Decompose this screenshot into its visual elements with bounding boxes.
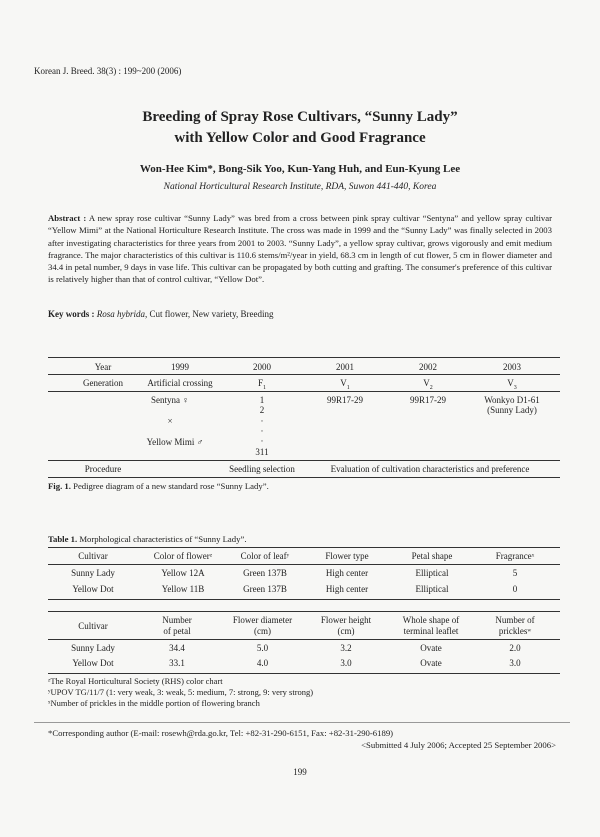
table1-header-cell: Flower diameter (cm) xyxy=(232,615,293,636)
table-cell: Elliptical xyxy=(415,568,449,578)
fig1-seedling-2: 2 xyxy=(259,405,265,415)
table1-footnote: ˣNumber of prickles in the middle portion of flowering branch xyxy=(48,698,260,708)
table-cell: 4.0 xyxy=(256,658,269,668)
table1-rule xyxy=(48,639,560,640)
table1-header-cell: Number of pricklesʷ xyxy=(495,615,535,636)
table-cell: Green 137B xyxy=(243,584,287,594)
table1-footnote: ᶻThe Royal Horticultural Society (RHS) color chart xyxy=(48,676,223,686)
table1-header-cell: Flower type xyxy=(325,551,369,561)
fig1-caption-label: Fig. 1. xyxy=(48,481,71,491)
authors: Won-Hee Kim*, Bong-Sik Yoo, Kun-Yang Huh, and Eun-Kyung Lee xyxy=(139,163,461,175)
paper-title xyxy=(0,107,600,149)
affiliation: National Horticultural Research Institute, RDA, Suwon 441-440, Korea xyxy=(163,182,437,192)
table-cell: Yellow 11B xyxy=(161,584,205,594)
table-cell: Yellow Dot xyxy=(72,584,114,594)
fig1-proc-eval: Evaluation of cultivation characteristics and preference xyxy=(330,464,530,474)
fig1-seedling-dot: · xyxy=(260,436,264,446)
table-cell: Sunny Lady xyxy=(71,568,115,578)
corresponding-author: *Corresponding author (E-mail: rosewh@rda.go.kr, Tel: +82-31-290-6151, Fax: +82-31-290-6189) xyxy=(48,728,394,738)
fig1-seedling-311: 311 xyxy=(255,447,269,457)
table-cell: Yellow 12A xyxy=(161,568,205,578)
table-cell: 5.0 xyxy=(256,643,269,653)
fig1-gen-v3 xyxy=(472,378,552,391)
table-cell: Yellow Dot xyxy=(72,658,114,668)
fig1-top-rule xyxy=(48,357,560,358)
fig1-year-2000: 2000 xyxy=(253,362,271,372)
page-number: 199 xyxy=(293,767,307,777)
table-cell: Sunny Lady xyxy=(71,643,115,653)
table-cell: Green 137B xyxy=(243,568,287,578)
fig1-gen-v1-sub: 1 xyxy=(346,384,350,391)
table1-caption xyxy=(48,534,247,544)
fig1-year-1999: 1999 xyxy=(171,362,189,372)
keywords-label: Key words : xyxy=(48,309,95,319)
fig1-parent-female: Sentyna ♀ xyxy=(151,395,189,405)
fig1-cross-sign: × xyxy=(167,416,173,426)
keywords-rest: , Cut flower, New variety, Breeding xyxy=(145,309,274,319)
table1-caption-text: Morphological characteristics of “Sunny Lady”. xyxy=(77,534,247,544)
table-cell: Ovate xyxy=(420,658,442,668)
fig1-gen-v2-sub: 2 xyxy=(429,384,433,391)
table-cell: 33.1 xyxy=(169,658,185,668)
fig1-gen-f1-letter: F xyxy=(257,378,263,388)
fig1-year-2003: 2003 xyxy=(503,362,521,372)
table-cell: High center xyxy=(325,584,369,594)
fig1-line-2003: Wonkyo D1-61 xyxy=(484,395,540,405)
table-cell: Ovate xyxy=(420,643,442,653)
table1-rule xyxy=(48,611,560,612)
table-cell: 5 xyxy=(512,568,518,578)
fig1-gen-v3-sub: 3 xyxy=(513,384,517,391)
abstract-label: Abstract : xyxy=(48,213,87,223)
fig1-caption xyxy=(48,481,269,491)
fig1-year-2001: 2001 xyxy=(336,362,354,372)
table1-caption-label: Table 1. xyxy=(48,534,78,544)
fig1-procedure-label: Procedure xyxy=(84,464,122,474)
table-cell: High center xyxy=(325,568,369,578)
table1-header-cell: Whole shape of terminal leaflet xyxy=(402,615,460,636)
table-cell: 3.0 xyxy=(340,658,352,668)
fig1-caption-text: Pedigree diagram of a new standard rose “Sunny Lady”. xyxy=(70,481,269,491)
submission-dates: <Submitted 4 July 2006; Accepted 25 September 2006> xyxy=(361,740,556,750)
table1-header-cell: Number of petal xyxy=(162,615,192,636)
table1-header-cell: Color of leafʸ xyxy=(240,551,290,561)
table1-header-cell: Flower height (cm) xyxy=(320,615,372,636)
table1-header-cell: Cultivar xyxy=(78,621,108,631)
table1-top-rule xyxy=(48,547,560,548)
table1-rule xyxy=(48,599,560,600)
fig1-generation-label: Generation xyxy=(83,378,123,388)
table1-header-cell: Color of flowerᶻ xyxy=(153,551,213,561)
fig1-gen-f1-sub: 1 xyxy=(263,384,266,391)
table-cell: Elliptical xyxy=(415,584,449,594)
fig1-gen-v1 xyxy=(305,378,385,391)
fig1-gen-cross: Artificial crossing xyxy=(147,378,213,388)
fig1-line-2002: 99R17-29 xyxy=(410,395,446,405)
fig1-gen-f1 xyxy=(222,378,302,391)
fig1-gen-v1-letter: V xyxy=(340,378,347,388)
fig1-rule xyxy=(48,374,560,375)
fig1-gen-v2-letter: V xyxy=(423,378,430,388)
table-cell: 0 xyxy=(512,584,518,594)
table1-header-cell: Petal shape xyxy=(411,551,453,561)
fig1-line-2003-name: (Sunny Lady) xyxy=(487,405,537,415)
title-line-2: with Yellow Color and Good Fragrance xyxy=(174,130,426,146)
table-cell: 3.0 xyxy=(509,658,521,668)
keywords xyxy=(48,309,274,319)
table1-header-cell: Fragranceˣ xyxy=(495,551,535,561)
footer-divider xyxy=(34,722,570,723)
fig1-gen-v2 xyxy=(388,378,468,391)
fig1-bottom-rule xyxy=(48,477,560,478)
fig1-seedling-dot: · xyxy=(260,426,264,436)
keywords-scientific-name: Rosa hybrida xyxy=(96,309,145,319)
fig1-proc-seedling: Seedling selection xyxy=(229,464,295,474)
fig1-year-2002: 2002 xyxy=(419,362,437,372)
table1-header-cell: Cultivar xyxy=(78,551,108,561)
table1-bottom-rule xyxy=(48,673,560,674)
fig1-parent-male: Yellow Mimi ♂ xyxy=(146,437,204,447)
table1-footnote: ʸUPOV TG/11/7 (1: very weak, 3: weak, 5: medium, 7: strong, 9: very strong) xyxy=(48,687,314,697)
fig1-seedling-1: 1 xyxy=(259,395,265,405)
table-cell: 34.4 xyxy=(169,643,185,653)
fig1-rule-2 xyxy=(48,391,560,392)
fig1-year-label: Year xyxy=(94,362,112,372)
abstract xyxy=(48,212,552,286)
table-cell: 3.2 xyxy=(340,643,352,653)
table-cell: 2.0 xyxy=(509,643,521,653)
table1-rule xyxy=(48,564,560,565)
title-line-1: Breeding of Spray Rose Cultivars, “Sunny Lady” xyxy=(142,109,458,125)
fig1-seedling-dot: · xyxy=(260,416,264,426)
fig1-gen-v3-letter: V xyxy=(507,378,514,388)
fig1-line-2001: 99R17-29 xyxy=(327,395,363,405)
journal-citation: Korean J. Breed. 38(3) : 199~200 (2006) xyxy=(34,66,182,76)
fig1-rule-3 xyxy=(48,460,560,461)
abstract-text: A new spray rose cultivar “Sunny Lady” was bred from a cross between pink spray cultivar “Sentyna” and yellow spray cultivar “Yellow Mimi” at the National Horticulture Research Institute. The cross was made in 1999 and the “Sunny Lady” was finally selected in 2003 after investigating characteristics for three years from 2001 to 2003. “Sunny Lady”, a yellow spray cultivar, grows vigorously and emit medium fragrance. The major characteristics of this cultivar is 110.6 stems/m²/year in yield, 68.3 cm in length of cut flower, 5 cm in flower diameter and 34.4 in petal number, 9 days in vase life. This cultivar can be propagated by both cutting and grafting. The consumer's preference of this cultivar is relatively higher than that of control cultivar, “Yellow Dot”. xyxy=(48,213,552,285)
